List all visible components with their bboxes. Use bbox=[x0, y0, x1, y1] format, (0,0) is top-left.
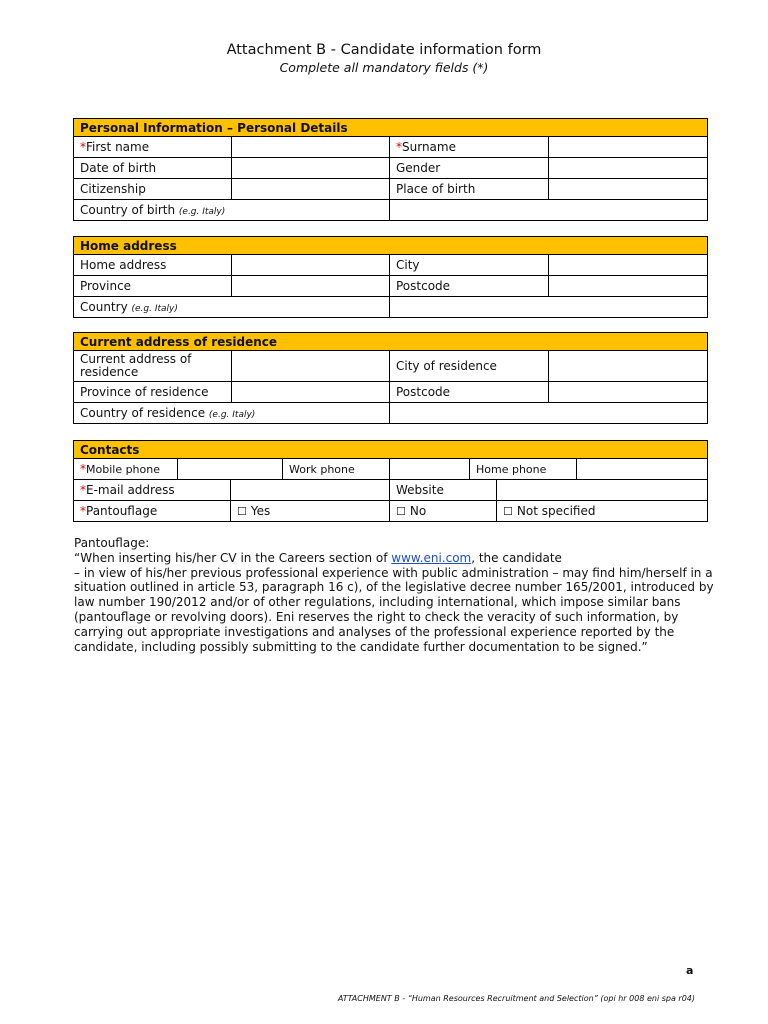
pantouflage-yes-option[interactable]: ☐ Yes bbox=[231, 501, 390, 522]
province-field[interactable] bbox=[232, 276, 390, 297]
country-label: Country (e.g. Italy) bbox=[74, 297, 390, 318]
province-of-residence-label: Province of residence bbox=[74, 382, 232, 403]
required-mark: * bbox=[80, 504, 86, 518]
first-name-label: *First name bbox=[74, 137, 232, 158]
surname-field[interactable] bbox=[549, 137, 708, 158]
residence-heading: Current address of residence bbox=[74, 333, 708, 351]
required-mark: * bbox=[396, 140, 402, 154]
contacts-heading: Contacts bbox=[74, 441, 708, 459]
page-subtitle: Complete all mandatory fields (*) bbox=[279, 60, 489, 75]
checkbox-icon[interactable]: ☐ bbox=[503, 505, 513, 518]
home-address-table bbox=[73, 236, 708, 318]
work-phone-label: Work phone bbox=[283, 459, 390, 480]
postcode-field[interactable] bbox=[549, 276, 708, 297]
gender-field[interactable] bbox=[549, 158, 708, 179]
country-of-residence-field[interactable] bbox=[390, 403, 708, 424]
current-address-label: Current address of residence bbox=[74, 351, 232, 382]
page-title: Attachment B - Candidate information form bbox=[226, 42, 542, 58]
residence-address-table bbox=[73, 332, 708, 424]
personal-details-table bbox=[73, 118, 708, 221]
mobile-phone-field[interactable] bbox=[178, 459, 283, 480]
current-address-field[interactable] bbox=[232, 351, 390, 382]
citizenship-field[interactable] bbox=[232, 179, 390, 200]
city-of-residence-field[interactable] bbox=[549, 351, 708, 382]
pantouflage-not-specified-option[interactable]: ☐ Not specified bbox=[497, 501, 708, 522]
province-label: Province bbox=[74, 276, 232, 297]
residence-postcode-label: Postcode bbox=[390, 382, 549, 403]
gender-label: Gender bbox=[390, 158, 549, 179]
page-mark: a bbox=[686, 964, 694, 977]
first-name-field[interactable] bbox=[232, 137, 390, 158]
notes-first-line: “When inserting his/her CV in the Careers section of www.eni.com, the candidate bbox=[74, 550, 562, 565]
work-phone-field[interactable] bbox=[390, 459, 470, 480]
home-phone-field[interactable] bbox=[577, 459, 708, 480]
pantouflage-no-option[interactable]: ☐ No bbox=[390, 501, 497, 522]
example-hint: (e.g. Italy) bbox=[131, 304, 178, 314]
email-label: *E-mail address bbox=[74, 480, 231, 501]
residence-postcode-field[interactable] bbox=[549, 382, 708, 403]
website-field[interactable] bbox=[497, 480, 708, 501]
notes-body: – in view of his/her previous professional experience with public administration – may find him/herself in a situation outlined in article 53, paragraph 16 c), of the legislative decree number 165/2001, introduced by law number 190/2012 and/or of other regulations, including international, which impose similar bans (pantouflage or revolving doors). Eni reserves the right to check the veracity of such information, by carrying out appropriate investigations and analyses of the professional experience reported by the candidate, including possibly submitting to the candidate further documentation to be signed.” bbox=[74, 565, 714, 654]
checkbox-icon[interactable]: ☐ bbox=[396, 505, 406, 518]
province-of-residence-field[interactable] bbox=[232, 382, 390, 403]
contacts-table bbox=[73, 440, 708, 522]
required-mark: * bbox=[80, 483, 86, 497]
surname-label: *Surname bbox=[390, 137, 549, 158]
country-of-birth-field[interactable] bbox=[390, 200, 708, 221]
personal-details-heading: Personal Information – Personal Details bbox=[74, 119, 708, 137]
website-label: Website bbox=[390, 480, 497, 501]
page-footer: ATTACHMENT B - “Human Resources Recruitment and Selection” (opi hr 008 eni spa r04) bbox=[337, 994, 695, 1003]
example-hint: (e.g. Italy) bbox=[208, 410, 256, 420]
home-address-field[interactable] bbox=[232, 255, 390, 276]
place-of-birth-label: Place of birth bbox=[390, 179, 549, 200]
country-of-birth-label: Country of birth (e.g. Italy) bbox=[74, 200, 390, 221]
mobile-phone-label: *Mobile phone bbox=[74, 459, 178, 480]
city-field[interactable] bbox=[549, 255, 708, 276]
eni-website-link[interactable]: www.eni.com bbox=[391, 550, 472, 565]
country-field[interactable] bbox=[390, 297, 708, 318]
pantouflage-notes bbox=[74, 536, 714, 654]
home-address-label: Home address bbox=[74, 255, 232, 276]
home-address-heading: Home address bbox=[74, 237, 708, 255]
city-label: City bbox=[390, 255, 549, 276]
date-of-birth-field[interactable] bbox=[232, 158, 390, 179]
required-mark: * bbox=[80, 140, 86, 154]
home-phone-label: Home phone bbox=[470, 459, 577, 480]
required-mark: * bbox=[80, 462, 86, 476]
citizenship-label: Citizenship bbox=[74, 179, 232, 200]
postcode-label: Postcode bbox=[390, 276, 549, 297]
email-field[interactable] bbox=[231, 480, 390, 501]
city-of-residence-label: City of residence bbox=[390, 351, 549, 382]
notes-label: Pantouflage: bbox=[74, 536, 150, 550]
pantouflage-label: *Pantouflage bbox=[74, 501, 231, 522]
example-hint: (e.g. Italy) bbox=[178, 207, 226, 217]
country-of-residence-label: Country of residence (e.g. Italy) bbox=[74, 403, 390, 424]
date-of-birth-label: Date of birth bbox=[74, 158, 232, 179]
place-of-birth-field[interactable] bbox=[549, 179, 708, 200]
checkbox-icon[interactable]: ☐ bbox=[237, 505, 247, 518]
